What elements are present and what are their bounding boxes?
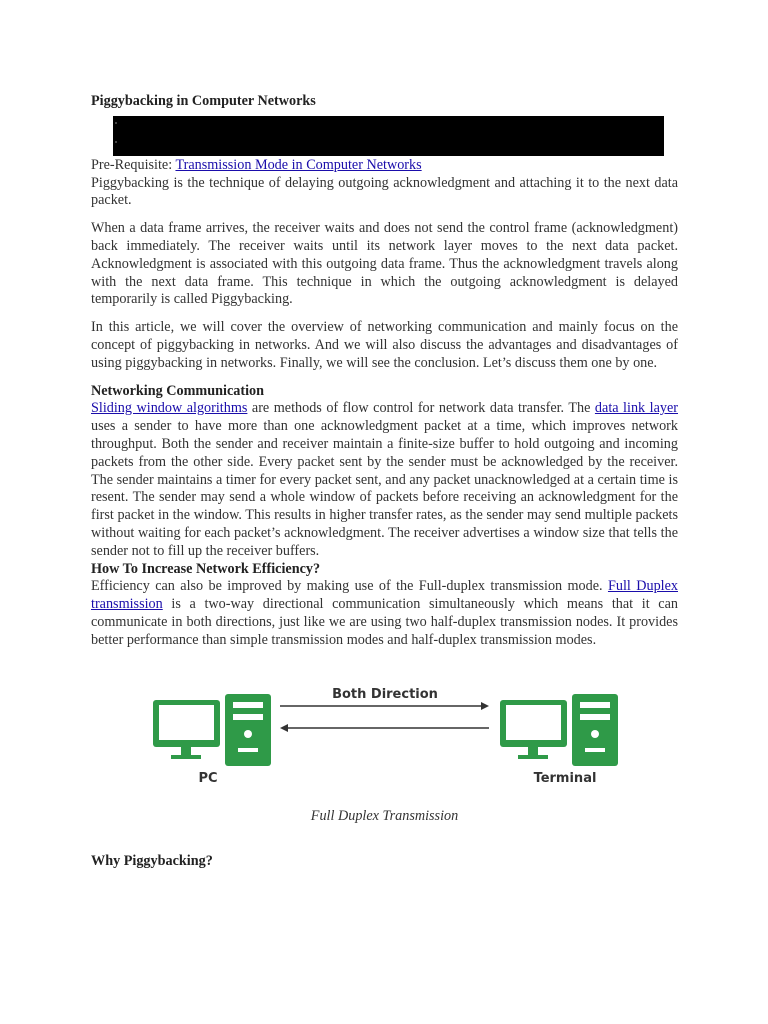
- document-body: [91, 93, 678, 871]
- paragraph-article-overview: In this article, we will cover the overview of networking communication and mainly focus on the concept of piggybacking in networks. And we will also discuss the advantages and disadvantages of using piggybacking in networks. Finally, we will see the conclusion. Let’s discuss them one by one.: [91, 319, 678, 371]
- terminal-tower-icon: [572, 694, 618, 766]
- prerequisite-link[interactable]: Transmission Mode in Computer Networks: [175, 156, 422, 173]
- intro-paragraph: Piggybacking is the technique of delaying outgoing acknowledgment and attaching it to the next data packet.: [91, 174, 678, 209]
- sliding-window-link[interactable]: Sliding window algorithms: [91, 400, 248, 417]
- heading-why-piggybacking: Why Piggybacking?: [91, 853, 213, 870]
- paragraph-network-efficiency: Efficiency can also be improved by making use of the Full-duplex transmission mode. Full Duplex transmission is a two-way directional communication simultaneously which means that it can communicate in both directions, just like we are using two half-duplex transmission nodes. It provides better performance than simple transmission modes and half-duplex transmission modes.: [91, 578, 678, 648]
- redacted-banner: [113, 116, 664, 156]
- full-duplex-diagram: [91, 668, 678, 798]
- right-arrow-icon: [280, 702, 489, 710]
- paragraph-receiver-waits: When a data frame arrives, the receiver waits and does not send the control frame (acknowledgment) back immediately. The receiver waits until its network layer moves to the next data packet. Acknowledgment is associated with this outgoing data frame. Thus the acknowledgment travels along with the next data frame. This technique in which the outgoing acknowledgment is delayed temporarily is called Piggybacking.: [91, 220, 678, 308]
- full-duplex-svg: [91, 668, 678, 788]
- terminal-monitor-icon: [500, 700, 567, 759]
- terminal-label: Terminal: [533, 770, 597, 786]
- prerequisite-label: Pre-Requisite:: [91, 156, 176, 173]
- paragraph-networking-communication: Sliding window algorithms are methods of flow control for network data transfer. The data link layer uses a sender to have more than one acknowledgment packet at a time, which improves network throughput. Both the sender and receiver maintain a finite-size buffer to hold outgoing and incoming packets from the other side. Every packet sent by the sender must be acknowledged by the receiver. The sender maintains a timer for every packet sent, and any packet unacknowledged at a certain time is resent. The sender may send a whole window of packets before receiving an acknowledgment for the first packet in the window. This results in higher transfer rates, as the sender may send multiple packets without waiting for each packet’s acknowledgment. The receiver advertises a window size that tells the sender not to fill up the receiver buffers.: [91, 400, 678, 559]
- figure-caption: Full Duplex Transmission: [310, 807, 459, 824]
- pc-tower-icon: [225, 694, 271, 766]
- heading-network-efficiency: How To Increase Network Efficiency?: [91, 560, 321, 577]
- page-title: Piggybacking in Computer Networks: [91, 93, 316, 109]
- data-link-layer-link[interactable]: data link layer: [594, 400, 678, 417]
- pc-label: PC: [198, 770, 218, 786]
- both-direction-label: Both Direction: [332, 686, 438, 702]
- full-duplex-link[interactable]: Full Duplex transmission: [91, 578, 678, 613]
- heading-networking-communication: Networking Communication: [91, 382, 265, 399]
- prerequisite-line: [91, 157, 678, 175]
- pc-monitor-icon: [153, 700, 220, 759]
- left-arrow-icon: [280, 724, 489, 732]
